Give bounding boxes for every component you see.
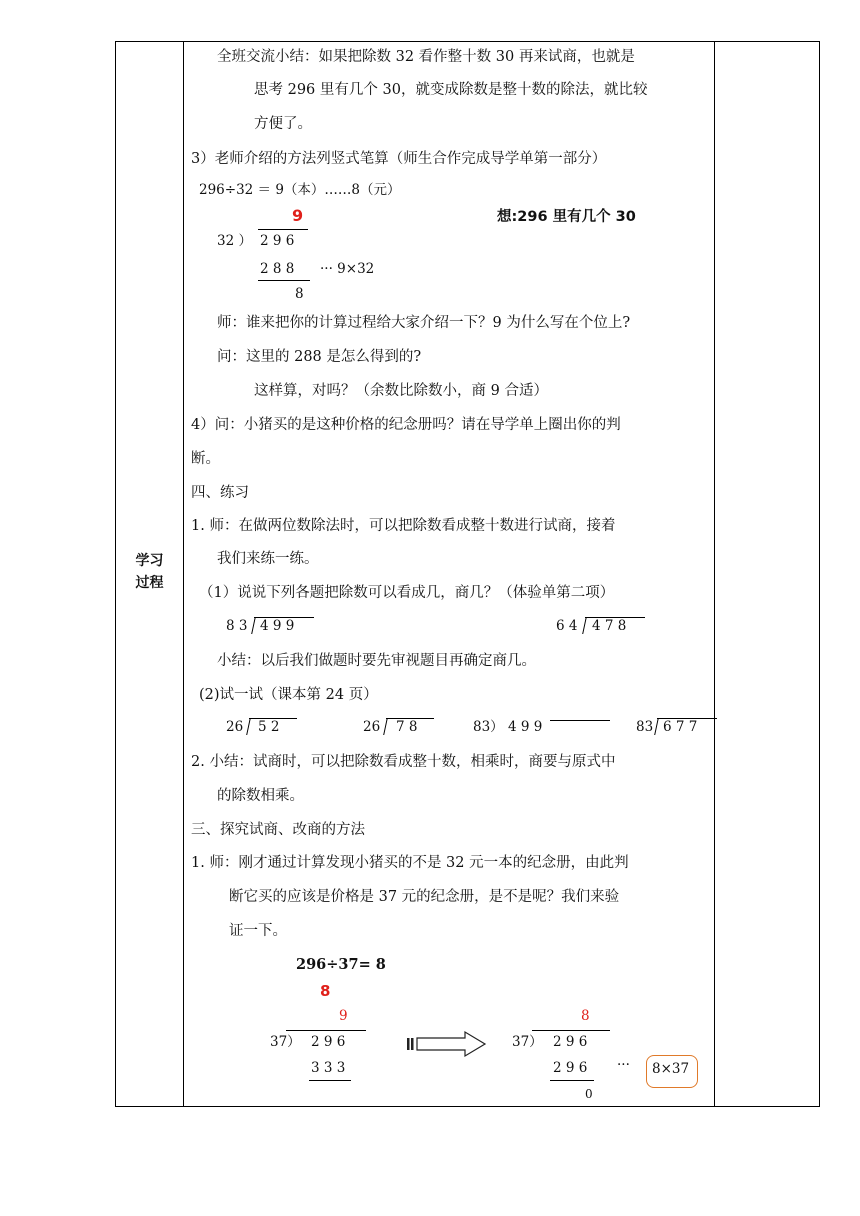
div2-left-bracket-top bbox=[286, 1030, 366, 1031]
explore-line-3: 证一下。 bbox=[229, 923, 287, 939]
div1-product-note: ··· 9×32 bbox=[320, 261, 375, 277]
practice2-b-dividend: 7 8 bbox=[396, 719, 418, 735]
div1-quotient: 9 bbox=[292, 206, 304, 225]
practice-item-2-heading: (2)试一试（课本第 24 页） bbox=[199, 687, 378, 703]
div1-product-underline bbox=[258, 280, 310, 281]
div1-remainder: 8 bbox=[295, 286, 304, 302]
practice1-b-divisor: 6 4 bbox=[556, 618, 578, 634]
summary-2-line-1: 2. 小结：试商时，可以把除数看成整十数，相乘时，商要与原式中 bbox=[191, 754, 616, 770]
column-divider-1 bbox=[183, 42, 184, 1106]
practice2-c-bracket-top bbox=[550, 720, 610, 721]
div2-equation: 296÷37= 8 bbox=[296, 956, 386, 973]
explore-line-1: 1. 师：刚才通过计算发现小猪买的不是 32 元一本的纪念册，由此判 bbox=[191, 855, 629, 871]
row-label-line-2: 过程 bbox=[135, 575, 164, 592]
teacher-question-1: 师：谁来把你的计算过程给大家介绍一下？9 为什么写在个位上? bbox=[217, 315, 631, 331]
question-288: 问：这里的 288 是怎么得到的? bbox=[217, 349, 422, 365]
step-4-question: 4）问：小猪买的是这种价格的纪念册吗？请在导学单上圈出你的判 bbox=[191, 417, 621, 433]
practice-intro-1: 1. 师：在做两位数除法时，可以把除数看成整十数进行试商，接着 bbox=[191, 518, 616, 534]
div2-right-product: 2 9 6 bbox=[553, 1060, 588, 1076]
practice1-a-divisor: 8 3 bbox=[226, 618, 248, 634]
div2-right-note: ··· bbox=[617, 1057, 630, 1073]
practice2-a-dividend: 5 2 bbox=[258, 719, 280, 735]
equation-296-div-32: 296÷32 ＝ 9（本）……8（元） bbox=[199, 182, 401, 198]
practice-intro-2: 我们来练一练。 bbox=[217, 551, 319, 567]
div2-left-dividend: 2 9 6 bbox=[311, 1034, 346, 1050]
div2-left-quotient: 9 bbox=[339, 1008, 348, 1024]
step-4-continued: 断。 bbox=[191, 451, 220, 467]
div1-think-note: 想:296 里有几个 30 bbox=[497, 209, 636, 225]
div2-right-dividend: 2 9 6 bbox=[553, 1034, 588, 1050]
div2-red-quotient: 8 bbox=[320, 982, 331, 1000]
summary-line-1: 全班交流小结：如果把除数 32 看作整十数 30 再来试商，也就是 bbox=[217, 49, 635, 65]
div2-left-product-underline bbox=[309, 1080, 351, 1081]
practice1-b-dividend: 4 7 8 bbox=[592, 618, 627, 634]
practice2-a-divisor: 26 bbox=[226, 719, 244, 735]
row-label-line-1: 学习 bbox=[135, 553, 164, 569]
practice2-d-divisor: 83 bbox=[636, 719, 654, 735]
div2-right-divisor: 37） bbox=[512, 1034, 543, 1050]
div2-right-product-underline bbox=[550, 1080, 594, 1081]
right-arrow-icon bbox=[405, 1030, 489, 1058]
lesson-table bbox=[115, 41, 820, 1107]
practice2-c-divisor: 83） bbox=[473, 719, 504, 735]
div2-right-boxed-text: 8×37 bbox=[652, 1061, 690, 1077]
explore-line-2: 断它买的应该是价格是 37 元的纪念册，是不是呢？我们来验 bbox=[229, 889, 620, 905]
div2-right-quotient: 8 bbox=[581, 1008, 590, 1024]
div1-bracket-top bbox=[258, 229, 308, 230]
check-answer-line: 这样算，对吗？（余数比除数小，商 9 合适） bbox=[254, 383, 548, 399]
div2-left-product: 3 3 3 bbox=[311, 1060, 346, 1076]
practice1-a-dividend: 4 9 9 bbox=[260, 618, 295, 634]
column-divider-2 bbox=[714, 42, 715, 1106]
div1-product: 2 8 8 bbox=[260, 261, 295, 277]
practice2-d-dividend: 6 7 7 bbox=[663, 719, 698, 735]
summary-line-3: 方便了。 bbox=[254, 116, 312, 132]
practice2-b-divisor: 26 bbox=[363, 719, 381, 735]
div2-right-remainder: 0 bbox=[585, 1087, 593, 1101]
practice-item-1-heading: （1）说说下列各题把除数可以看成几，商几？（体验单第二项） bbox=[199, 585, 615, 601]
div1-dividend: 2 9 6 bbox=[260, 233, 295, 249]
div1-divisor: 32 ） bbox=[217, 233, 252, 249]
section-3-heading: 三、探究试商、改商的方法 bbox=[191, 822, 365, 838]
step-3-heading: 3）老师介绍的方法列竖式笔算（师生合作完成导学单第一部分） bbox=[191, 151, 607, 167]
div2-right-bracket-top bbox=[532, 1030, 610, 1031]
div2-left-divisor: 37） bbox=[270, 1034, 301, 1050]
summary-2-line-2: 的除数相乘。 bbox=[217, 788, 304, 804]
practice2-c-dividend: 4 9 9 bbox=[508, 719, 543, 735]
section-4-heading: 四、练习 bbox=[191, 485, 249, 501]
summary-line-2: 思考 296 里有几个 30，就变成除数是整十数的除法，就比较 bbox=[254, 82, 648, 98]
row-label-cell bbox=[116, 550, 183, 595]
practice-summary: 小结：以后我们做题时要先审视题目再确定商几。 bbox=[217, 653, 536, 669]
